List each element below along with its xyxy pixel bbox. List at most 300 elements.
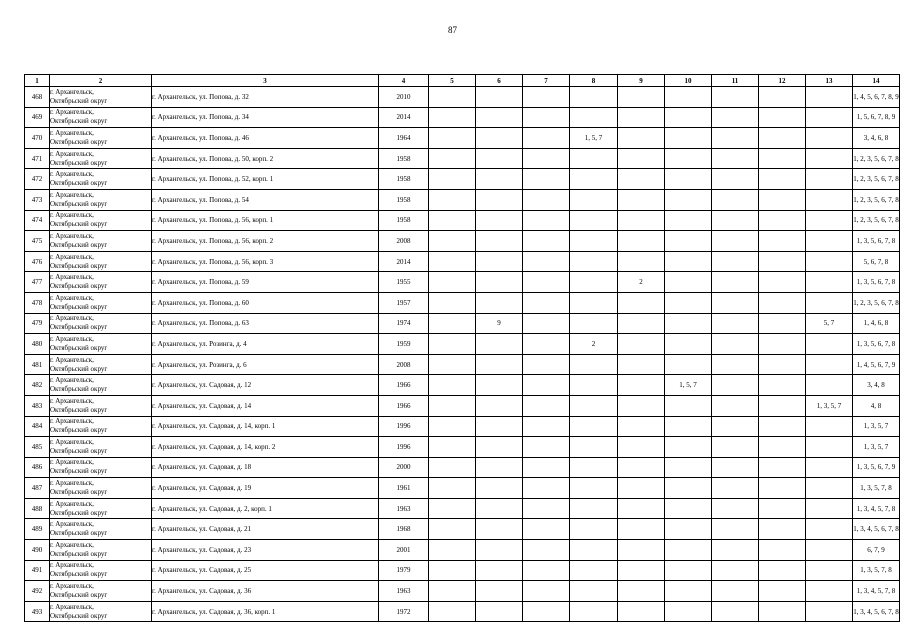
district-line-1: г. Архангельск, <box>50 87 94 96</box>
column-7-cell <box>523 210 570 231</box>
column-5-cell <box>429 292 476 313</box>
column-10-cell <box>665 540 712 561</box>
column-13-cell <box>806 457 853 478</box>
year-cell: 1958 <box>379 210 429 231</box>
row-number-cell: 492 <box>25 581 50 602</box>
district-line-2: Октябрьский округ <box>50 508 108 517</box>
column-6-cell <box>476 519 523 540</box>
address-cell: г. Архангельск, ул. Попова, д. 56, корп. 2 <box>152 231 379 252</box>
housing-register-table <box>24 74 900 622</box>
address-cell: г. Архангельск, ул. Попова, д. 54 <box>152 189 379 210</box>
column-9-cell <box>618 498 665 519</box>
column-12-cell <box>759 169 806 190</box>
district-cell <box>50 148 152 169</box>
column-11-cell <box>712 169 759 190</box>
column-9-cell <box>618 87 665 108</box>
district-cell <box>50 375 152 396</box>
column-12-cell <box>759 560 806 581</box>
district-cell <box>50 128 152 149</box>
address-cell: г. Архангельск, ул. Садовая, д. 21 <box>152 519 379 540</box>
column-8-cell <box>570 519 618 540</box>
column-8-cell <box>570 581 618 602</box>
column-14-cell: 3, 4, 8 <box>853 375 900 396</box>
column-10-cell <box>665 292 712 313</box>
column-6-cell <box>476 437 523 458</box>
column-10-cell <box>665 169 712 190</box>
column-header-13: 13 <box>806 75 853 87</box>
column-10-cell <box>665 313 712 334</box>
column-9-cell <box>618 334 665 355</box>
column-14-cell: 1, 4, 5, 6, 7, 9 <box>853 354 900 375</box>
table-row <box>25 395 900 416</box>
column-12-cell <box>759 272 806 293</box>
district-line-2: Октябрьский округ <box>50 261 108 270</box>
column-6-cell <box>476 416 523 437</box>
table-row <box>25 437 900 458</box>
district-line-2: Октябрьский округ <box>50 158 108 167</box>
district-line-2: Октябрьский округ <box>50 570 108 579</box>
column-5-cell <box>429 87 476 108</box>
column-10-cell <box>665 416 712 437</box>
address-cell: г. Архангельск, ул. Розинга, д. 4 <box>152 334 379 355</box>
column-5-cell <box>429 189 476 210</box>
column-12-cell <box>759 498 806 519</box>
column-7-cell <box>523 437 570 458</box>
column-9-cell <box>618 169 665 190</box>
column-8-cell <box>570 148 618 169</box>
district-cell <box>50 210 152 231</box>
page-number: 87 <box>448 25 457 35</box>
column-10-cell <box>665 128 712 149</box>
column-11-cell <box>712 375 759 396</box>
row-number-cell: 493 <box>25 601 50 622</box>
column-6-cell <box>476 231 523 252</box>
column-8-cell: 2 <box>570 334 618 355</box>
year-cell: 2000 <box>379 457 429 478</box>
column-8-cell <box>570 354 618 375</box>
district-cell <box>50 581 152 602</box>
column-11-cell <box>712 189 759 210</box>
table-row <box>25 128 900 149</box>
district-line-1: г. Архангельск, <box>50 602 94 611</box>
district-line-1: г. Архангельск, <box>50 293 94 302</box>
column-6-cell <box>476 560 523 581</box>
row-number-cell: 468 <box>25 87 50 108</box>
column-6-cell <box>476 457 523 478</box>
column-11-cell <box>712 87 759 108</box>
district-cell <box>50 457 152 478</box>
table-body <box>25 87 900 622</box>
column-9-cell <box>618 189 665 210</box>
district-line-2: Октябрьский округ <box>50 591 108 600</box>
column-13-cell <box>806 231 853 252</box>
column-14-cell: 1, 2, 3, 5, 6, 7, 8 <box>853 210 900 231</box>
column-5-cell <box>429 601 476 622</box>
address-cell: г. Архангельск, ул. Попова, д. 56, корп. 1 <box>152 210 379 231</box>
address-cell: г. Архангельск, ул. Попова, д. 46 <box>152 128 379 149</box>
district-line-2: Октябрьский округ <box>50 426 108 435</box>
column-13-cell <box>806 354 853 375</box>
column-9-cell <box>618 354 665 375</box>
table-row <box>25 210 900 231</box>
column-9-cell <box>618 375 665 396</box>
column-7-cell <box>523 601 570 622</box>
column-9-cell <box>618 457 665 478</box>
district-line-2: Октябрьский округ <box>50 96 108 105</box>
column-5-cell <box>429 437 476 458</box>
table-row <box>25 313 900 334</box>
column-10-cell <box>665 354 712 375</box>
column-6-cell <box>476 148 523 169</box>
column-8-cell <box>570 540 618 561</box>
column-5-cell <box>429 498 476 519</box>
column-5-cell <box>429 354 476 375</box>
year-cell: 1966 <box>379 395 429 416</box>
district-line-1: г. Архангельск, <box>50 128 94 137</box>
district-cell <box>50 416 152 437</box>
row-number-cell: 490 <box>25 540 50 561</box>
column-7-cell <box>523 107 570 128</box>
column-14-cell: 1, 3, 5, 6, 7, 8 <box>853 231 900 252</box>
district-line-1: г. Архангельск, <box>50 231 94 240</box>
column-5-cell <box>429 416 476 437</box>
column-5-cell <box>429 251 476 272</box>
column-8-cell <box>570 601 618 622</box>
district-line-2: Октябрьский округ <box>50 343 108 352</box>
district-cell <box>50 478 152 499</box>
column-10-cell <box>665 437 712 458</box>
district-cell <box>50 560 152 581</box>
district-line-1: г. Архангельск, <box>50 376 94 385</box>
year-cell: 2014 <box>379 251 429 272</box>
column-12-cell <box>759 519 806 540</box>
row-number-cell: 471 <box>25 148 50 169</box>
column-header-3: 3 <box>152 75 379 87</box>
row-number-cell: 483 <box>25 395 50 416</box>
column-7-cell <box>523 354 570 375</box>
column-5-cell <box>429 334 476 355</box>
column-9-cell <box>618 231 665 252</box>
column-6-cell <box>476 169 523 190</box>
column-10-cell <box>665 148 712 169</box>
column-5-cell <box>429 231 476 252</box>
column-6-cell <box>476 87 523 108</box>
column-8-cell <box>570 560 618 581</box>
column-5-cell <box>429 540 476 561</box>
column-10-cell: 1, 5, 7 <box>665 375 712 396</box>
column-8-cell <box>570 498 618 519</box>
column-10-cell <box>665 87 712 108</box>
address-cell: г. Архангельск, ул. Садовая, д. 23 <box>152 540 379 561</box>
column-11-cell <box>712 540 759 561</box>
district-line-1: г. Архангельск, <box>50 561 94 570</box>
column-11-cell <box>712 354 759 375</box>
column-6-cell <box>476 251 523 272</box>
column-9-cell <box>618 581 665 602</box>
column-8-cell <box>570 313 618 334</box>
year-cell: 1963 <box>379 498 429 519</box>
column-9-cell <box>618 395 665 416</box>
row-number-cell: 479 <box>25 313 50 334</box>
column-14-cell: 1, 3, 4, 5, 7, 8 <box>853 581 900 602</box>
district-line-1: г. Архангельск, <box>50 108 94 117</box>
column-12-cell <box>759 210 806 231</box>
column-10-cell <box>665 560 712 581</box>
column-9-cell <box>618 601 665 622</box>
district-cell <box>50 354 152 375</box>
column-13-cell <box>806 87 853 108</box>
table-row <box>25 251 900 272</box>
address-cell: г. Архангельск, ул. Садовая, д. 36, корп. 1 <box>152 601 379 622</box>
column-14-cell: 1, 3, 4, 5, 7, 8 <box>853 498 900 519</box>
year-cell: 1974 <box>379 313 429 334</box>
year-cell: 1959 <box>379 334 429 355</box>
year-cell: 2001 <box>379 540 429 561</box>
address-cell: г. Архангельск, ул. Садовая, д. 12 <box>152 375 379 396</box>
table-row <box>25 519 900 540</box>
column-6-cell <box>476 498 523 519</box>
column-11-cell <box>712 128 759 149</box>
column-9-cell <box>618 128 665 149</box>
column-12-cell <box>759 437 806 458</box>
table-row <box>25 354 900 375</box>
year-cell: 2014 <box>379 107 429 128</box>
column-10-cell <box>665 334 712 355</box>
column-9-cell <box>618 416 665 437</box>
district-line-2: Октябрьский округ <box>50 137 108 146</box>
year-cell: 1996 <box>379 437 429 458</box>
column-8-cell <box>570 478 618 499</box>
row-number-cell: 489 <box>25 519 50 540</box>
district-line-2: Октябрьский округ <box>50 488 108 497</box>
column-12-cell <box>759 375 806 396</box>
column-12-cell <box>759 251 806 272</box>
address-cell: г. Архангельск, ул. Садовая, д. 14, корп. 2 <box>152 437 379 458</box>
district-line-2: Октябрьский округ <box>50 220 108 229</box>
district-cell <box>50 313 152 334</box>
column-6-cell <box>476 292 523 313</box>
column-5-cell <box>429 457 476 478</box>
column-12-cell <box>759 87 806 108</box>
column-14-cell: 1, 4, 5, 6, 7, 8, 9 <box>853 87 900 108</box>
column-header-5: 5 <box>429 75 476 87</box>
column-8-cell <box>570 189 618 210</box>
column-10-cell <box>665 581 712 602</box>
column-10-cell <box>665 210 712 231</box>
row-number-cell: 474 <box>25 210 50 231</box>
row-number-cell: 487 <box>25 478 50 499</box>
year-cell: 1996 <box>379 416 429 437</box>
column-13-cell <box>806 292 853 313</box>
column-13-cell <box>806 334 853 355</box>
column-13-cell <box>806 128 853 149</box>
district-line-1: г. Архангельск, <box>50 417 94 426</box>
district-line-1: г. Архангельск, <box>50 499 94 508</box>
column-11-cell <box>712 581 759 602</box>
year-cell: 1979 <box>379 560 429 581</box>
column-12-cell <box>759 601 806 622</box>
district-line-2: Октябрьский округ <box>50 179 108 188</box>
column-10-cell <box>665 457 712 478</box>
column-10-cell <box>665 519 712 540</box>
district-line-2: Октябрьский округ <box>50 529 108 538</box>
column-7-cell <box>523 292 570 313</box>
column-9-cell <box>618 148 665 169</box>
district-cell <box>50 437 152 458</box>
column-12-cell <box>759 148 806 169</box>
year-cell: 1958 <box>379 189 429 210</box>
district-line-2: Октябрьский округ <box>50 467 108 476</box>
district-line-1: г. Архангельск, <box>50 582 94 591</box>
table-row <box>25 478 900 499</box>
column-12-cell <box>759 231 806 252</box>
column-10-cell <box>665 107 712 128</box>
table-row <box>25 292 900 313</box>
column-8-cell <box>570 395 618 416</box>
district-line-1: г. Архангельск, <box>50 149 94 158</box>
row-number-cell: 472 <box>25 169 50 190</box>
district-line-2: Октябрьский округ <box>50 302 108 311</box>
column-11-cell <box>712 272 759 293</box>
address-cell: г. Архангельск, ул. Садовая, д. 18 <box>152 457 379 478</box>
column-10-cell <box>665 231 712 252</box>
column-10-cell <box>665 601 712 622</box>
column-13-cell <box>806 272 853 293</box>
table-row <box>25 416 900 437</box>
column-14-cell: 1, 3, 5, 7 <box>853 437 900 458</box>
column-5-cell <box>429 519 476 540</box>
year-cell: 1966 <box>379 375 429 396</box>
district-line-2: Октябрьский округ <box>50 611 108 620</box>
column-14-cell: 1, 2, 3, 5, 6, 7, 8 <box>853 148 900 169</box>
column-5-cell <box>429 560 476 581</box>
row-number-cell: 491 <box>25 560 50 581</box>
column-8-cell: 1, 5, 7 <box>570 128 618 149</box>
district-line-1: г. Архангельск, <box>50 334 94 343</box>
column-7-cell <box>523 457 570 478</box>
year-cell: 1968 <box>379 519 429 540</box>
district-line-2: Октябрьский округ <box>50 199 108 208</box>
column-7-cell <box>523 395 570 416</box>
column-14-cell: 1, 5, 6, 7, 8, 9 <box>853 107 900 128</box>
address-cell: г. Архангельск, ул. Попова, д. 34 <box>152 107 379 128</box>
district-cell <box>50 231 152 252</box>
row-number-cell: 469 <box>25 107 50 128</box>
column-11-cell <box>712 148 759 169</box>
column-13-cell <box>806 478 853 499</box>
column-14-cell: 5, 6, 7, 8 <box>853 251 900 272</box>
column-6-cell <box>476 478 523 499</box>
column-12-cell <box>759 107 806 128</box>
column-7-cell <box>523 169 570 190</box>
district-line-2: Октябрьский округ <box>50 405 108 414</box>
column-header-7: 7 <box>523 75 570 87</box>
column-9-cell <box>618 107 665 128</box>
address-cell: г. Архангельск, ул. Садовая, д. 2, корп. 1 <box>152 498 379 519</box>
year-cell: 1957 <box>379 292 429 313</box>
row-number-cell: 480 <box>25 334 50 355</box>
address-cell: г. Архангельск, ул. Попова, д. 60 <box>152 292 379 313</box>
column-11-cell <box>712 437 759 458</box>
column-9-cell <box>618 560 665 581</box>
column-12-cell <box>759 189 806 210</box>
column-10-cell <box>665 478 712 499</box>
table-row <box>25 87 900 108</box>
column-13-cell <box>806 251 853 272</box>
year-cell: 2010 <box>379 87 429 108</box>
column-6-cell <box>476 581 523 602</box>
column-7-cell <box>523 231 570 252</box>
row-number-cell: 485 <box>25 437 50 458</box>
column-12-cell <box>759 395 806 416</box>
column-13-cell <box>806 107 853 128</box>
column-14-cell: 1, 3, 5, 7, 8 <box>853 560 900 581</box>
address-cell: г. Архангельск, ул. Садовая, д. 25 <box>152 560 379 581</box>
district-cell <box>50 107 152 128</box>
district-cell <box>50 169 152 190</box>
column-5-cell <box>429 395 476 416</box>
district-cell <box>50 189 152 210</box>
column-8-cell <box>570 231 618 252</box>
row-number-cell: 477 <box>25 272 50 293</box>
column-13-cell <box>806 437 853 458</box>
district-line-1: г. Архангельск, <box>50 437 94 446</box>
column-12-cell <box>759 354 806 375</box>
column-7-cell <box>523 272 570 293</box>
year-cell: 1963 <box>379 581 429 602</box>
column-header-14: 14 <box>853 75 900 87</box>
column-11-cell <box>712 478 759 499</box>
column-8-cell <box>570 169 618 190</box>
table-row <box>25 457 900 478</box>
column-5-cell <box>429 313 476 334</box>
column-8-cell <box>570 416 618 437</box>
row-number-cell: 484 <box>25 416 50 437</box>
table-row <box>25 560 900 581</box>
column-6-cell <box>476 375 523 396</box>
column-7-cell <box>523 128 570 149</box>
table-row <box>25 107 900 128</box>
column-7-cell <box>523 540 570 561</box>
column-10-cell <box>665 189 712 210</box>
column-13-cell <box>806 498 853 519</box>
district-line-1: г. Архангельск, <box>50 540 94 549</box>
column-12-cell <box>759 128 806 149</box>
year-cell: 1958 <box>379 148 429 169</box>
column-6-cell <box>476 107 523 128</box>
column-14-cell: 1, 3, 5, 6, 7, 8 <box>853 334 900 355</box>
address-cell: г. Архангельск, ул. Садовая, д. 14 <box>152 395 379 416</box>
column-11-cell <box>712 560 759 581</box>
column-12-cell <box>759 478 806 499</box>
column-9-cell <box>618 251 665 272</box>
column-13-cell <box>806 169 853 190</box>
column-10-cell <box>665 251 712 272</box>
column-9-cell <box>618 519 665 540</box>
table-row <box>25 189 900 210</box>
column-14-cell: 1, 3, 5, 7, 8 <box>853 478 900 499</box>
district-line-1: г. Архангельск, <box>50 190 94 199</box>
column-13-cell <box>806 210 853 231</box>
column-14-cell: 1, 3, 5, 6, 7, 8 <box>853 272 900 293</box>
column-6-cell <box>476 189 523 210</box>
column-5-cell <box>429 375 476 396</box>
row-number-cell: 475 <box>25 231 50 252</box>
district-cell <box>50 498 152 519</box>
address-cell: г. Архангельск, ул. Попова, д. 32 <box>152 87 379 108</box>
column-14-cell: 1, 4, 6, 8 <box>853 313 900 334</box>
column-13-cell: 1, 3, 5, 7 <box>806 395 853 416</box>
